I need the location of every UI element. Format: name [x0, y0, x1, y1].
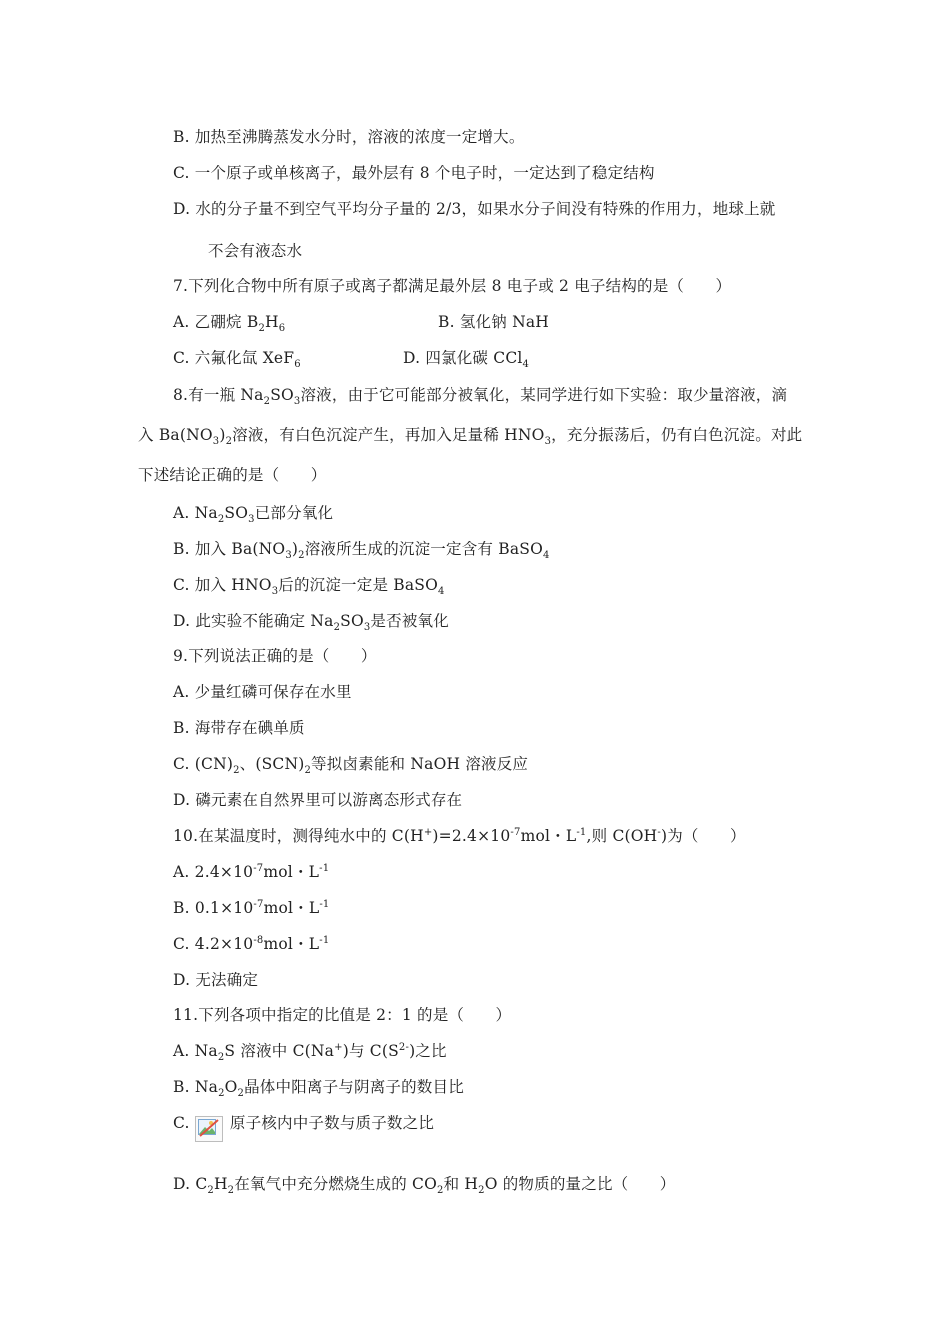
q8-option-d: D. 此实验不能确定 $Na_2SO_3$是否被氧化: [173, 612, 449, 634]
q9-option-d: D. 磷元素在自然界里可以游离态形式存在: [173, 791, 463, 809]
q6-option-d-line1: D. 水的分子量不到空气平均分子量的 2/3，如果水分子间没有特殊的作用力，地球上就: [173, 200, 776, 218]
q11-option-a: A. $Na_2S$ 溶液中 C(Na+)与 $C(S^{2-})$之比: [173, 1041, 447, 1064]
q7-option-b: B. 氢化钠 NaH: [438, 313, 549, 331]
q7-stem: 7.下列化合物中所有原子或离子都满足最外层 8 电子或 2 电子结构的是（ ）: [173, 277, 732, 295]
q9-option-a: A. 少量红磷可保存在水里: [173, 683, 352, 701]
q9-option-b: B. 海带存在碘单质: [173, 719, 305, 737]
q11-stem: 11.下列各项中指定的比值是 2：1 的是（ ）: [173, 1006, 512, 1024]
q8-stem-line2: 入 $Ba(NO_3)_2$溶液，有白色沉淀产生，再加入足量稀 $HNO_3$，充分振荡后，仍有白色沉淀。对此: [138, 426, 803, 448]
q8-stem-line3: 下述结论正确的是（ ）: [138, 466, 327, 484]
q7-option-c: C. 六氟化氙 XeF$_6$: [173, 349, 301, 371]
q11-option-d: D. $C_2H_2$在氧气中充分燃烧生成的 $CO_2$和 $H_2O$ 的物质的量之比（ ）: [173, 1175, 676, 1197]
q11-option-c: C. 原子核内中子数与质子数之比: [173, 1113, 434, 1142]
q6-option-d-line2: 不会有液态水: [208, 242, 303, 260]
q10-option-b: B. $0.1\times 10^{-7}mol$・$L^{-1}$: [173, 898, 330, 917]
q8-stem-line1: 8.有一瓶 $Na_2SO_3$溶液，由于它可能部分被氧化，某同学进行如下实验：取少量溶液，滴: [173, 386, 788, 408]
q10-option-d: D. 无法确定: [173, 971, 259, 989]
q10-option-c: C. $4.2\times 10^{-8}mol$・$L^{-1}$: [173, 934, 330, 953]
q9-option-c: C. $(CN)_2$、$(SCN)_2$等拟卤素能和 NaOH 溶液反应: [173, 755, 529, 777]
q10-option-a: A. $2.4\times 10^{-7}mol$・$L^{-1}$: [173, 862, 330, 881]
q8-option-a: A. $Na_2SO_3$已部分氧化: [173, 504, 334, 526]
q8-option-b: B. 加入 $Ba(NO_3)_2$溶液所生成的沉淀一定含有 BaSO$_4$: [173, 540, 550, 562]
q11-option-b: B. $Na_2O_2$晶体中阳离子与阴离子的数目比: [173, 1078, 464, 1100]
q7-option-d: D. 四氯化碳 CCl$_4$: [403, 349, 530, 371]
q7-option-a: A. 乙硼烷 $B_2H_6$: [173, 313, 286, 335]
q6-option-c: C. 一个原子或单核离子，最外层有 8 个电子时，一定达到了稳定结构: [173, 164, 655, 182]
q6-option-b: B. 加热至沸腾蒸发水分时，溶液的浓度一定增大。: [173, 128, 525, 146]
broken-image-icon: [195, 1116, 223, 1142]
q8-option-c: C. 加入 $HNO_3$后的沉淀一定是 BaSO$_4$: [173, 576, 445, 598]
q9-stem: 9.下列说法正确的是（ ）: [173, 647, 377, 665]
q10-stem: 10.在某温度时，测得纯水中的 $C(H^+)=2.4\times 10^{-7}mol$・$L^{-1}$,则 C(OH-)为（ ）: [173, 826, 746, 845]
